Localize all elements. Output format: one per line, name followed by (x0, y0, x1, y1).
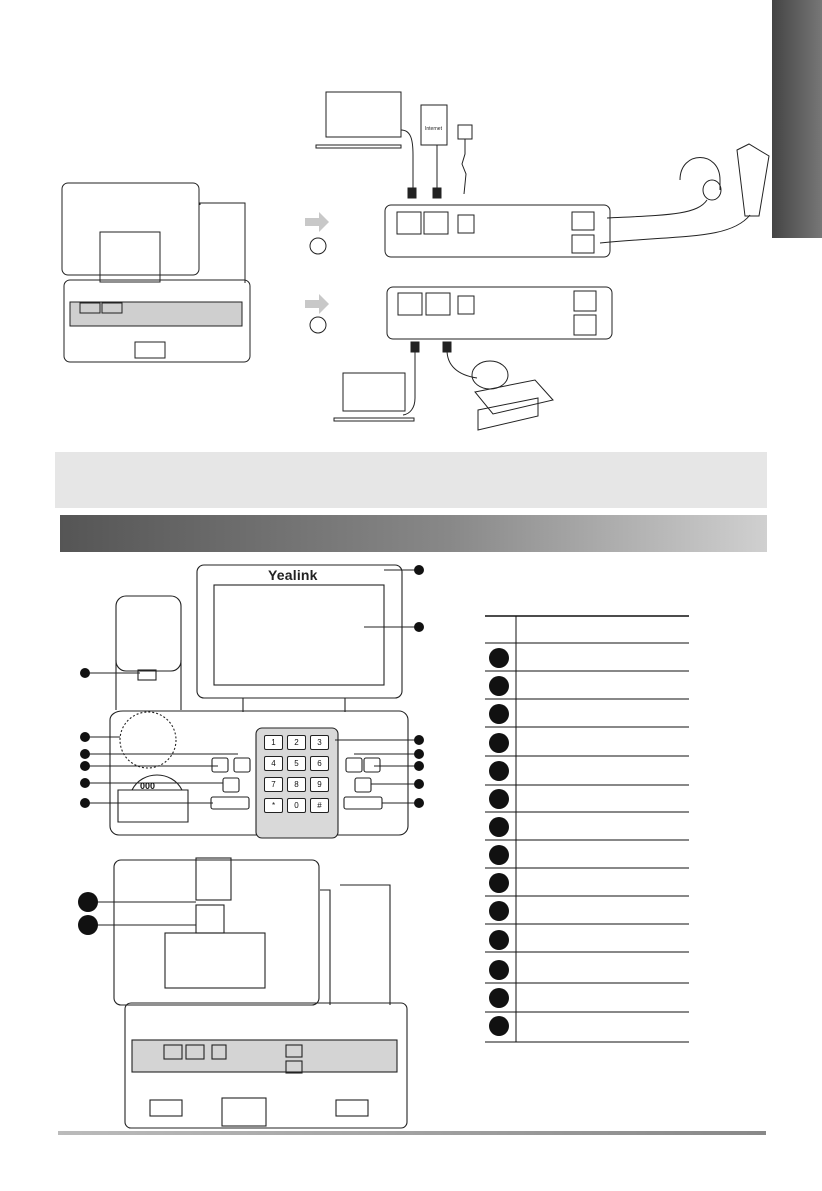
legend-number-badge (489, 988, 509, 1008)
legend-number-badge (489, 817, 509, 837)
speaker-grille (120, 712, 176, 768)
callout-dot (414, 735, 424, 745)
keypad-key-0[interactable]: 0 (287, 798, 306, 813)
touch-screen (214, 585, 384, 685)
callout-dot (80, 761, 90, 771)
speakerphone-key (344, 797, 382, 809)
usb-port (196, 905, 224, 933)
legend-number-badge (489, 930, 509, 950)
handset-front (116, 596, 181, 671)
hold-key (346, 758, 362, 772)
volume-key (211, 797, 249, 809)
callout-dot (414, 622, 424, 632)
keypad-key-hash[interactable]: # (310, 798, 329, 813)
message-key (234, 758, 250, 772)
keypad-key-2[interactable]: 2 (287, 735, 306, 750)
legend-number-badge (489, 704, 509, 724)
keypad-key-6[interactable]: 6 (310, 756, 329, 771)
brand-logo: Yealink (268, 567, 318, 583)
callout-dot (80, 749, 90, 759)
keypad-key-3[interactable]: 3 (310, 735, 329, 750)
callout-dot (80, 778, 90, 788)
legend-number-badge (489, 901, 509, 921)
footer-rule (58, 1131, 766, 1135)
legend-number-badge (489, 845, 509, 865)
legend-number-badge (489, 733, 509, 753)
callout-dot (80, 798, 90, 808)
usb-port-cover (196, 858, 231, 900)
legend-number-badge (489, 789, 509, 809)
legend-number-badge (489, 676, 509, 696)
callout-dot (80, 668, 90, 678)
keypad-key-star[interactable]: * (264, 798, 283, 813)
legend-number-badge (489, 761, 509, 781)
legend-number-badge (489, 1016, 509, 1036)
callout-dot (414, 749, 424, 759)
callout-dot-large (78, 892, 98, 912)
port-label: Internet (425, 126, 442, 132)
callout-dot (414, 565, 424, 575)
mute-key (364, 758, 380, 772)
legend-number-badge (489, 648, 509, 668)
legend-number-badge (489, 873, 509, 893)
handset-number: 000 (140, 781, 156, 791)
callout-dot-large (78, 915, 98, 935)
keypad-key-9[interactable]: 9 (310, 777, 329, 792)
callout-dot (414, 761, 424, 771)
keypad-key-1[interactable]: 1 (264, 735, 283, 750)
callout-dot (414, 798, 424, 808)
legend-number-badge (489, 960, 509, 980)
keypad-key-8[interactable]: 8 (287, 777, 306, 792)
callout-dot (414, 779, 424, 789)
callout-dot (80, 732, 90, 742)
contacts-key (212, 758, 228, 772)
keypad-key-4[interactable]: 4 (264, 756, 283, 771)
keypad-key-5[interactable]: 5 (287, 756, 306, 771)
redial-key (223, 778, 239, 792)
headset-key (355, 778, 371, 792)
keypad-key-7[interactable]: 7 (264, 777, 283, 792)
